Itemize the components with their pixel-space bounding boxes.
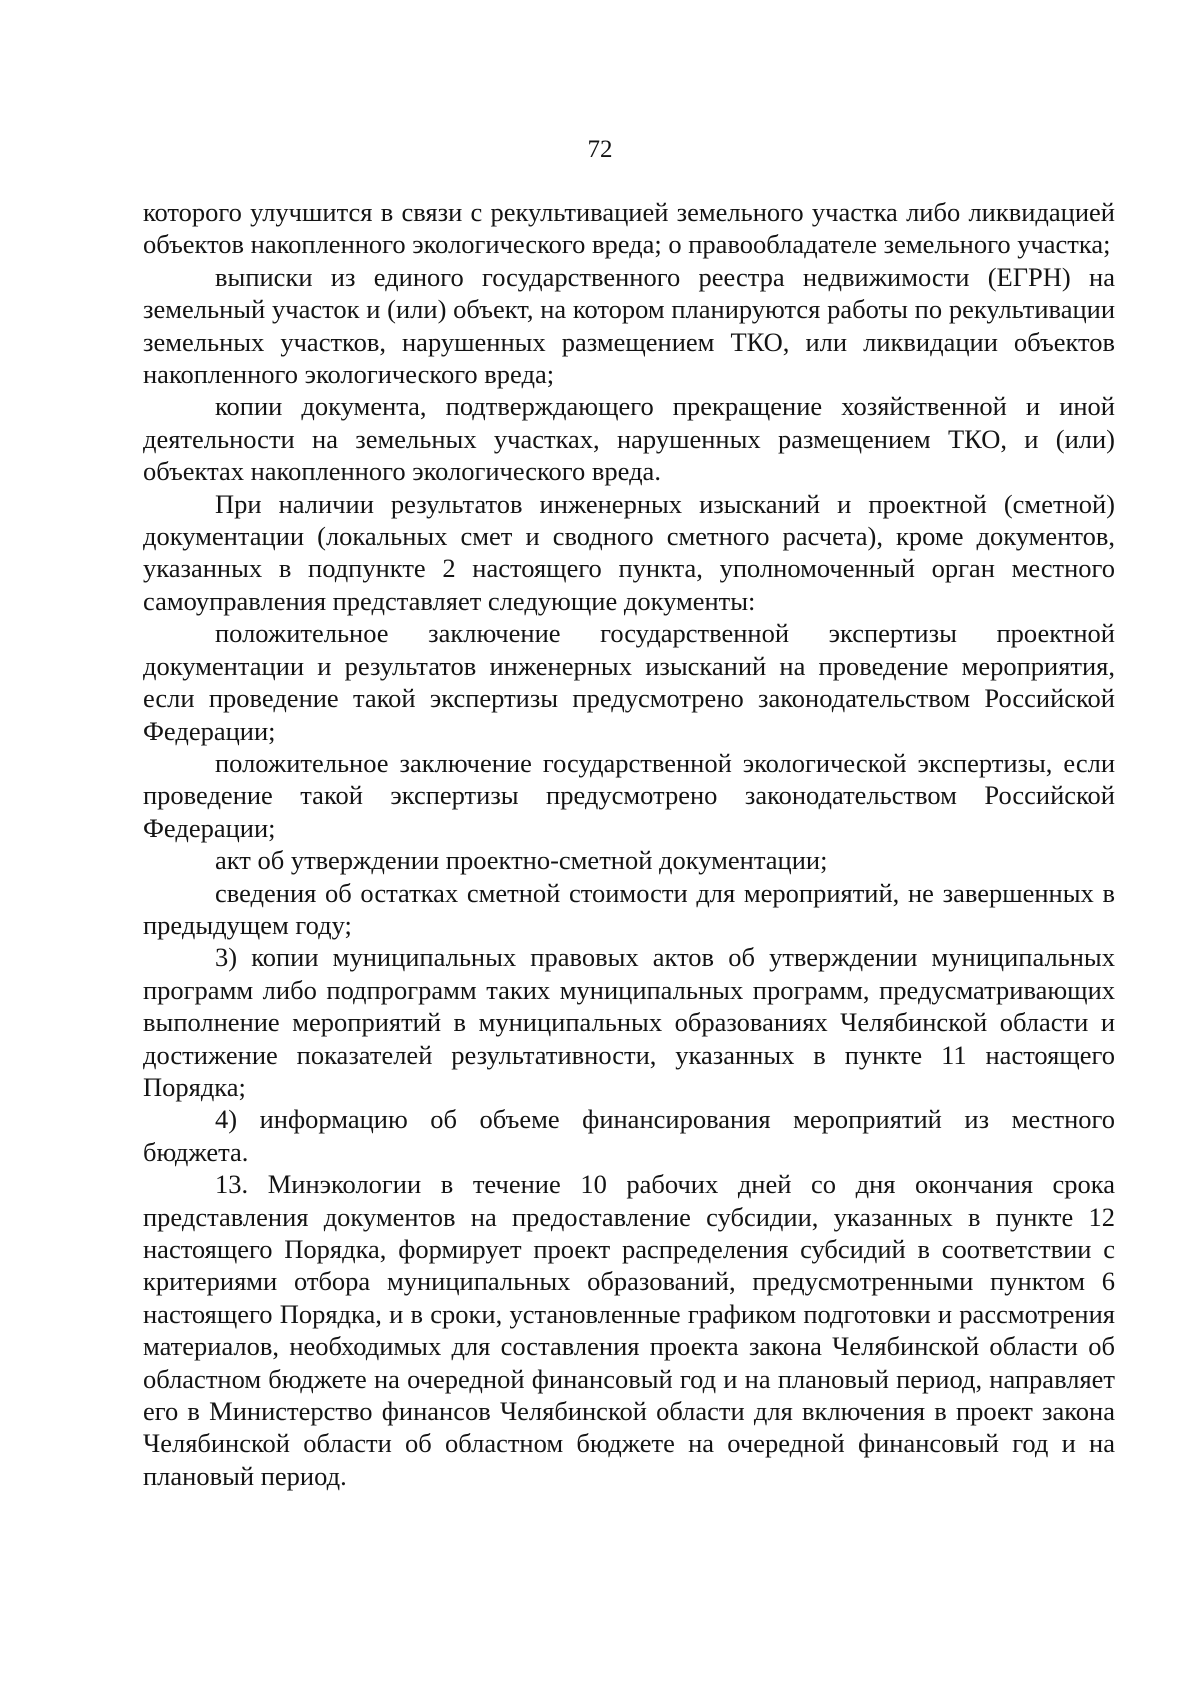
paragraph-estimate-remainders: сведения об остатках сметной стоимости для мероприятий, не завершенных в предыдущем году; [143,877,1115,940]
paragraph-item-13: 13. Минэкологии в течение 10 рабочих дней со дня окончания срока представления документов на предоставление субсидии, указанных в пункте 12 настоящего Порядка, формирует проект распределения субсидий в соответствии с критериями отбора муниципальных образований, предусмотренными пунктом 6 настоящего Порядка, и в сроки, установленные графиком подготовки и рассмотрения материалов, необходимых для составления проекта закона Челябинской области об областном бюджете на очередной финансовый год и на плановый период, направляет его в Министерство финансов Челябинской области для включения в проект закона Челябинской области об областном бюджете на очередной финансовый год и на плановый период. [143,1169,1115,1491]
paragraph-egrn-extracts: выписки из единого государственного реестра недвижимости (ЕГРН) на земельный участок и (или) объект, на котором планируются работы по рекультивации земельных участков, нарушенных размещением ТКО, или ликвидации объектов накопленного экологического вреда; [143,261,1115,390]
paragraph-item-4: 4) информацию об объеме финансирования мероприятий из местного бюджета. [143,1104,1115,1167]
paragraph-continuation: которого улучшится в связи с рекультивацией земельного участка либо ликвидацией объектов накопленного экологического вреда; о правообладателе земельного участка; [143,197,1115,260]
paragraph-approval-act: акт об утверждении проектно-сметной документации; [215,845,828,876]
paragraph-item-3: 3) копии муниципальных правовых актов об утверждении муниципальных программ либо подпрограмм таких муниципальных программ, предусматривающих выполнение мероприятий в муниципальных образованиях Челябинской области и достижение показателей результативности, указанных в пункте 11 настоящего Порядка; [143,942,1115,1102]
paragraph-ecological-expertise: положительное заключение государственной экологической экспертизы, если проведение такой экспертизы предусмотрено законодательством Российской Федерации; [143,747,1115,843]
paragraph-document-copies: копии документа, подтверждающего прекращение хозяйственной и иной деятельности на земельных участках, нарушенных размещением ТКО, и (или) объектах накопленного экологического вреда. [143,391,1115,487]
document-body [143,196,1115,1492]
page-number: 72 [587,136,613,163]
paragraph-engineering-surveys: При наличии результатов инженерных изысканий и проектной (сметной) документации (локальных смет и сводного сметного расчета), кроме документов, указанных в подпункте 2 настоящего пункта, уполномоченный орган местного самоуправления представляет следующие документы: [143,488,1115,616]
paragraph-state-expertise: положительное заключение государственной экспертизы проектной документации и результатов инженерных изысканий на проведение мероприятия, если проведение такой экспертизы предусмотрено законодательством Российской Федерации; [143,618,1115,746]
